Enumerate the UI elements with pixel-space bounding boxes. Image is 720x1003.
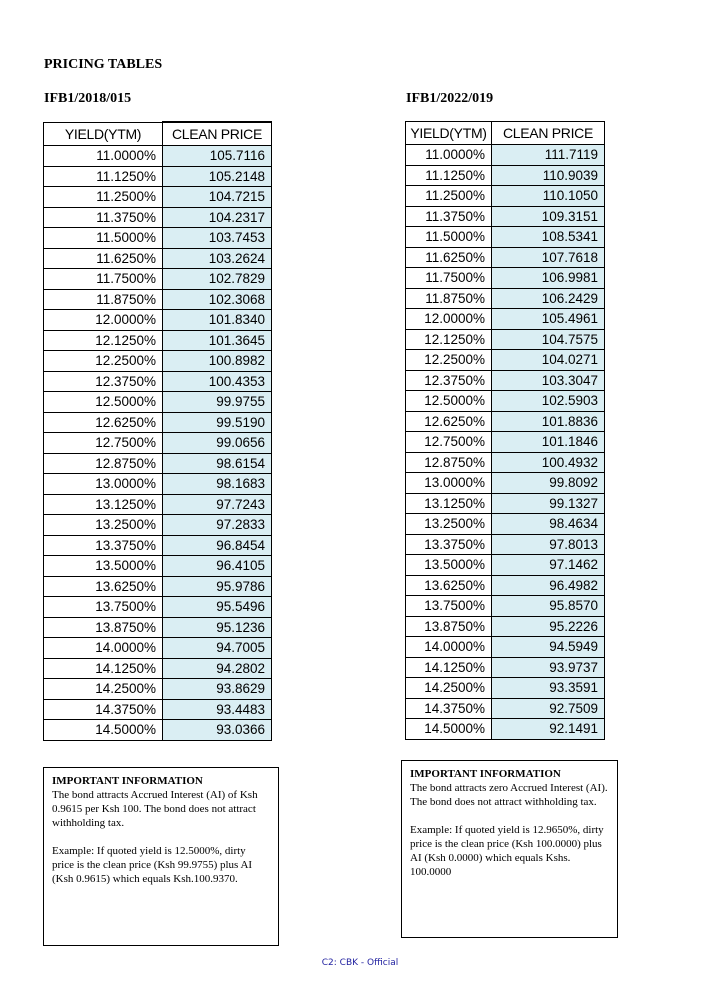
table-row — [44, 330, 272, 351]
table-row — [44, 371, 272, 392]
info-example: Example: If quoted yield is 12.9650%, dirty price is the clean price (Ksh 100.0000) plus AI (Ksh 0.0000) which equals Kshs. 100.0000 — [410, 824, 604, 878]
clean-price-cell: 108.5341 — [492, 227, 605, 248]
clean-price-cell: 102.5903 — [492, 391, 605, 412]
table-row — [44, 310, 272, 331]
clean-price-cell: 96.4105 — [163, 556, 272, 577]
table-row — [406, 473, 605, 494]
pricing-table-right — [405, 121, 605, 740]
table-row — [406, 227, 605, 248]
clean-price-cell: 106.9981 — [492, 268, 605, 289]
table-row — [406, 678, 605, 699]
table-row — [406, 206, 605, 227]
yield-cell: 11.2500% — [406, 186, 492, 207]
table-row — [44, 289, 272, 310]
table-row — [44, 248, 272, 269]
table-row — [406, 247, 605, 268]
clean-price-cell: 99.5190 — [163, 412, 272, 433]
clean-price-cell: 93.8629 — [163, 679, 272, 700]
clean-price-cell: 100.4353 — [163, 371, 272, 392]
table-row — [44, 269, 272, 290]
yield-cell: 11.1250% — [406, 165, 492, 186]
clean-price-cell: 93.9737 — [492, 657, 605, 678]
yield-cell: 11.3750% — [406, 206, 492, 227]
table-row — [406, 186, 605, 207]
yield-cell: 12.5000% — [44, 392, 163, 413]
table-row — [44, 474, 272, 495]
info-title: IMPORTANT INFORMATION — [52, 775, 203, 787]
clean-price-cell: 103.3047 — [492, 370, 605, 391]
yield-cell: 14.1250% — [44, 658, 163, 679]
yield-cell: 12.6250% — [44, 412, 163, 433]
yield-cell: 13.6250% — [406, 575, 492, 596]
yield-cell: 13.7500% — [44, 597, 163, 618]
clean-price-cell: 93.0366 — [163, 720, 272, 741]
yield-cell: 12.6250% — [406, 411, 492, 432]
header-clean-price: CLEAN PRICE — [163, 122, 272, 146]
clean-price-cell: 100.8982 — [163, 351, 272, 372]
table-row — [406, 309, 605, 330]
clean-price-cell: 105.7116 — [163, 146, 272, 167]
page-title: PRICING TABLES — [44, 57, 163, 72]
yield-cell: 13.7500% — [406, 596, 492, 617]
clean-price-cell: 93.4483 — [163, 699, 272, 720]
info-title: IMPORTANT INFORMATION — [410, 768, 561, 780]
table-row — [44, 228, 272, 249]
clean-price-cell: 110.9039 — [492, 165, 605, 186]
clean-price-cell: 94.2802 — [163, 658, 272, 679]
table-row — [406, 698, 605, 719]
yield-cell: 11.7500% — [406, 268, 492, 289]
clean-price-cell: 98.1683 — [163, 474, 272, 495]
table-row — [44, 597, 272, 618]
clean-price-cell: 105.2148 — [163, 166, 272, 187]
table-row — [44, 207, 272, 228]
table-row — [406, 145, 605, 166]
table-row — [44, 658, 272, 679]
clean-price-cell: 109.3151 — [492, 206, 605, 227]
clean-price-cell: 95.1236 — [163, 617, 272, 638]
yield-cell: 12.5000% — [406, 391, 492, 412]
clean-price-cell: 96.4982 — [492, 575, 605, 596]
clean-price-cell: 103.2624 — [163, 248, 272, 269]
clean-price-cell: 102.7829 — [163, 269, 272, 290]
yield-cell: 12.2500% — [44, 351, 163, 372]
info-box-right — [401, 760, 618, 938]
yield-cell: 14.5000% — [44, 720, 163, 741]
yield-cell: 13.6250% — [44, 576, 163, 597]
table-row — [406, 411, 605, 432]
table-row — [44, 392, 272, 413]
footer-classification: C2: CBK - Official — [321, 958, 399, 968]
yield-cell: 14.3750% — [406, 698, 492, 719]
yield-cell: 12.2500% — [406, 350, 492, 371]
table-row — [44, 146, 272, 167]
yield-cell: 11.0000% — [406, 145, 492, 166]
table-row — [406, 719, 605, 740]
yield-cell: 12.0000% — [44, 310, 163, 331]
clean-price-cell: 94.7005 — [163, 638, 272, 659]
table-row — [406, 165, 605, 186]
table-row — [406, 288, 605, 309]
table-row — [406, 514, 605, 535]
clean-price-cell: 102.3068 — [163, 289, 272, 310]
yield-cell: 13.2500% — [44, 515, 163, 536]
table-row — [44, 453, 272, 474]
info-paragraph: The bond attracts zero Accrued Interest (AI). The bond does not attract withholding tax. — [410, 782, 608, 808]
table-row — [406, 575, 605, 596]
table-row — [44, 617, 272, 638]
clean-price-cell: 99.1327 — [492, 493, 605, 514]
yield-cell: 13.8750% — [406, 616, 492, 637]
table-row — [406, 391, 605, 412]
table-row — [406, 493, 605, 514]
clean-price-cell: 110.1050 — [492, 186, 605, 207]
yield-cell: 11.5000% — [406, 227, 492, 248]
yield-cell: 11.1250% — [44, 166, 163, 187]
clean-price-cell: 101.8340 — [163, 310, 272, 331]
table-row — [406, 555, 605, 576]
table-row — [406, 370, 605, 391]
clean-price-cell: 97.1462 — [492, 555, 605, 576]
clean-price-cell: 97.8013 — [492, 534, 605, 555]
table-row — [44, 535, 272, 556]
yield-cell: 11.7500% — [44, 269, 163, 290]
yield-cell: 11.3750% — [44, 207, 163, 228]
clean-price-cell: 101.1846 — [492, 432, 605, 453]
yield-cell: 11.6250% — [44, 248, 163, 269]
yield-cell: 11.6250% — [406, 247, 492, 268]
clean-price-cell: 101.3645 — [163, 330, 272, 351]
table-row — [44, 187, 272, 208]
yield-cell: 11.0000% — [44, 146, 163, 167]
clean-price-cell: 97.2833 — [163, 515, 272, 536]
clean-price-cell: 95.8570 — [492, 596, 605, 617]
clean-price-cell: 101.8836 — [492, 411, 605, 432]
clean-price-cell: 104.2317 — [163, 207, 272, 228]
clean-price-cell: 93.3591 — [492, 678, 605, 699]
table-row — [44, 556, 272, 577]
clean-price-cell: 111.7119 — [492, 145, 605, 166]
yield-cell: 13.5000% — [44, 556, 163, 577]
table-row — [406, 452, 605, 473]
clean-price-cell: 96.8454 — [163, 535, 272, 556]
yield-cell: 12.1250% — [406, 329, 492, 350]
yield-cell: 14.0000% — [44, 638, 163, 659]
info-example: Example: If quoted yield is 12.5000%, dirty price is the clean price (Ksh 99.9755) plus AI (Ksh 0.9615) which equals Ksh.100.9370. — [52, 845, 253, 885]
header-yield: YIELD(YTM) — [406, 122, 492, 145]
yield-cell: 12.7500% — [406, 432, 492, 453]
yield-cell: 11.5000% — [44, 228, 163, 249]
yield-cell: 12.8750% — [44, 453, 163, 474]
table-row — [406, 637, 605, 658]
clean-price-cell: 94.5949 — [492, 637, 605, 658]
clean-price-cell: 107.7618 — [492, 247, 605, 268]
info-paragraph: The bond attracts Accrued Interest (AI) of Ksh 0.9615 per Ksh 100. The bond does not attract withholding tax. — [52, 789, 258, 829]
clean-price-cell: 100.4932 — [492, 452, 605, 473]
table-row — [406, 534, 605, 555]
clean-price-cell: 105.4961 — [492, 309, 605, 330]
clean-price-cell: 92.1491 — [492, 719, 605, 740]
table-row — [44, 515, 272, 536]
yield-cell: 14.2500% — [44, 679, 163, 700]
yield-cell: 13.1250% — [44, 494, 163, 515]
clean-price-cell: 104.0271 — [492, 350, 605, 371]
table-header-row — [406, 122, 605, 145]
yield-cell: 12.0000% — [406, 309, 492, 330]
yield-cell: 14.3750% — [44, 699, 163, 720]
table-row — [406, 616, 605, 637]
table-row — [44, 699, 272, 720]
yield-cell: 14.1250% — [406, 657, 492, 678]
table-row — [44, 494, 272, 515]
table-row — [406, 350, 605, 371]
clean-price-cell: 104.7575 — [492, 329, 605, 350]
clean-price-cell: 99.9755 — [163, 392, 272, 413]
yield-cell: 13.8750% — [44, 617, 163, 638]
bond-name-left: IFB1/2018/015 — [44, 91, 132, 106]
table-row — [44, 720, 272, 741]
yield-cell: 13.2500% — [406, 514, 492, 535]
table-row — [406, 596, 605, 617]
yield-cell: 12.1250% — [44, 330, 163, 351]
clean-price-cell: 95.9786 — [163, 576, 272, 597]
clean-price-cell: 104.7215 — [163, 187, 272, 208]
clean-price-cell: 92.7509 — [492, 698, 605, 719]
yield-cell: 13.1250% — [406, 493, 492, 514]
info-box-left — [43, 767, 279, 946]
header-clean-price: CLEAN PRICE — [492, 122, 605, 145]
pricing-table-left — [43, 121, 272, 741]
yield-cell: 12.8750% — [406, 452, 492, 473]
clean-price-cell: 95.5496 — [163, 597, 272, 618]
clean-price-cell: 99.0656 — [163, 433, 272, 454]
table-row — [44, 166, 272, 187]
table-row — [44, 638, 272, 659]
yield-cell: 14.2500% — [406, 678, 492, 699]
table-row — [44, 412, 272, 433]
table-row — [406, 657, 605, 678]
yield-cell: 11.2500% — [44, 187, 163, 208]
yield-cell: 11.8750% — [44, 289, 163, 310]
yield-cell: 13.5000% — [406, 555, 492, 576]
header-yield: YIELD(YTM) — [44, 122, 163, 146]
clean-price-cell: 97.7243 — [163, 494, 272, 515]
table-row — [406, 268, 605, 289]
yield-cell: 12.3750% — [44, 371, 163, 392]
yield-cell: 13.3750% — [406, 534, 492, 555]
yield-cell: 14.5000% — [406, 719, 492, 740]
clean-price-cell: 99.8092 — [492, 473, 605, 494]
yield-cell: 11.8750% — [406, 288, 492, 309]
yield-cell: 13.0000% — [44, 474, 163, 495]
yield-cell: 13.3750% — [44, 535, 163, 556]
table-row — [406, 329, 605, 350]
clean-price-cell: 98.6154 — [163, 453, 272, 474]
clean-price-cell: 98.4634 — [492, 514, 605, 535]
table-row — [44, 576, 272, 597]
table-row — [406, 432, 605, 453]
yield-cell: 13.0000% — [406, 473, 492, 494]
yield-cell: 12.7500% — [44, 433, 163, 454]
yield-cell: 12.3750% — [406, 370, 492, 391]
table-row — [44, 433, 272, 454]
clean-price-cell: 95.2226 — [492, 616, 605, 637]
table-header-row — [44, 122, 272, 146]
table-row — [44, 679, 272, 700]
table-row — [44, 351, 272, 372]
bond-name-right: IFB1/2022/019 — [406, 91, 494, 106]
clean-price-cell: 106.2429 — [492, 288, 605, 309]
yield-cell: 14.0000% — [406, 637, 492, 658]
clean-price-cell: 103.7453 — [163, 228, 272, 249]
